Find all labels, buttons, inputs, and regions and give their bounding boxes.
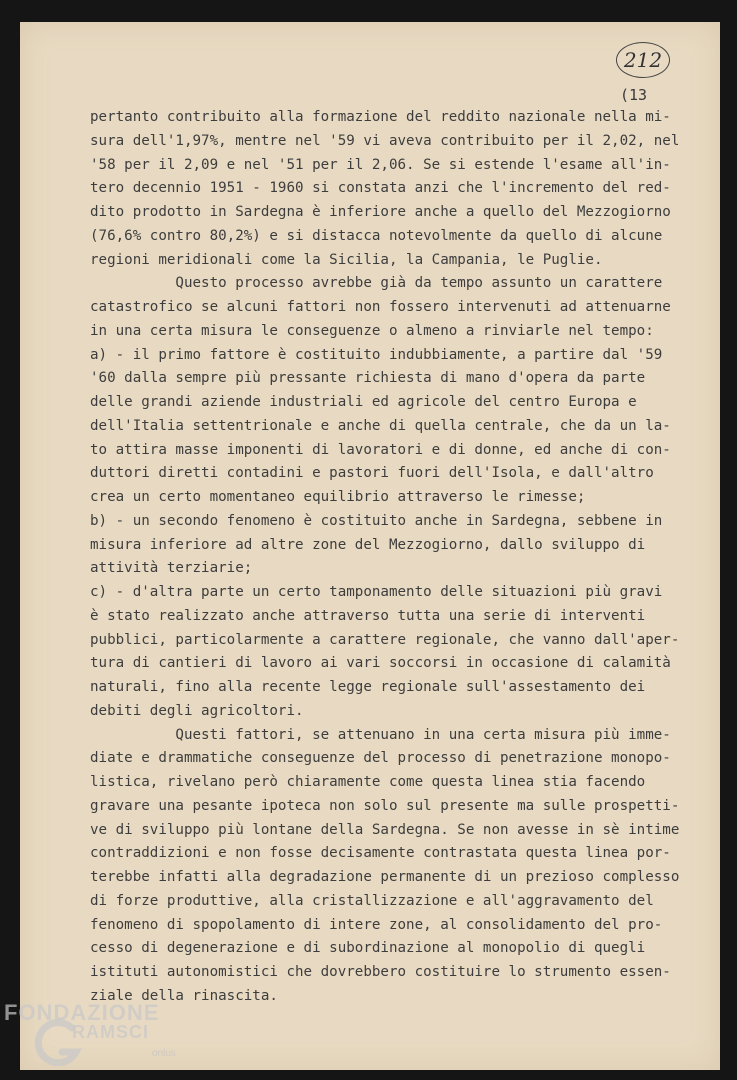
- text-line: diate e drammatiche conseguenze del processo di penetrazione monopo-: [90, 750, 671, 767]
- text-line: Questi fattori, se attenuano in una certa misura più imme-: [90, 726, 671, 743]
- text-line: cesso di degenerazione e di subordinazione al monopolio di quegli: [90, 940, 646, 957]
- text-line: in una certa misura le conseguenze o almeno a rinviarle nel tempo:: [90, 322, 654, 339]
- text-line: a) - il primo fattore è costituito indubbiamente, a partire dal '59: [90, 346, 663, 363]
- page-number: (13: [620, 86, 648, 104]
- archive-stamp: [616, 42, 670, 78]
- text-line: to attira masse imponenti di lavoratori e di donne, ed anche di con-: [90, 441, 671, 458]
- text-line: di forze produttive, alla cristallizzazione e all'aggravamento del: [90, 892, 654, 909]
- text-line: attività terziarie;: [90, 560, 253, 577]
- text-line: contraddizioni e non fosse decisamente contrastata questa linea por-: [90, 845, 671, 862]
- text-line: misura inferiore ad altre zone del Mezzogiorno, dallo sviluppo di: [90, 536, 646, 553]
- text-line: sura dell'1,97%, mentre nel '59 vi aveva contribuito per il 2,02, nel: [90, 132, 680, 149]
- text-line: pertanto contribuito alla formazione del reddito nazionale nella mi-: [90, 109, 671, 125]
- text-line: regioni meridionali come la Sicilia, la Campania, le Puglie.: [90, 251, 603, 268]
- text-line: naturali, fino alla recente legge regionale sull'assestamento dei: [90, 679, 646, 695]
- watermark-line2: RAMSCI: [72, 1022, 149, 1042]
- text-line: delle grandi aziende industriali ed agricole del centro Europa e: [90, 394, 637, 410]
- text-line: è stato realizzato anche attraverso tutta una serie di interventi: [90, 607, 646, 624]
- text-line: Questo processo avrebbe già da tempo assunto un carattere: [90, 275, 663, 292]
- text-line: terebbe infatti alla degradazione permanente di un prezioso complesso: [90, 869, 680, 885]
- text-line: istituti autonomistici che dovrebbero costituire lo strumento essen-: [90, 964, 671, 980]
- text-line: tura di cantieri di lavoro ai vari soccorsi in occasione di calamità: [90, 655, 671, 672]
- text-line: '58 per il 2,09 e nel '51 per il 2,06. Se si estende l'esame all'in-: [90, 156, 671, 173]
- text-line: dell'Italia settentrionale e anche di quella centrale, che da un la-: [90, 417, 671, 434]
- text-line: fenomeno di spopolamento di intere zone, al consolidamento del pro-: [90, 916, 663, 933]
- text-line: c) - d'altra parte un certo tamponamento delle situazioni più gravi: [90, 584, 663, 600]
- text-line: (76,6% contro 80,2%) e si distacca notevolmente da quello di alcune: [90, 227, 663, 244]
- text-line: tero decennio 1951 - 1960 si constata anzi che l'incremento del red-: [90, 180, 671, 197]
- archive-stamp-number: 212: [623, 48, 663, 72]
- fondazione-gramsci-watermark: [4, 1000, 224, 1080]
- text-line: gravare una pesante ipoteca non solo sul presente ma sulle prospetti-: [90, 797, 680, 814]
- watermark-suffix: onlus: [152, 1048, 176, 1059]
- text-line: pubblici, particolarmente a carattere regionale, che vanno dall'aper-: [90, 631, 680, 648]
- text-line: '60 dalla sempre più pressante richiesta di mano d'opera da parte: [90, 370, 646, 387]
- text-line: listica, rivelano però chiaramente come questa linea stia facendo: [90, 774, 646, 790]
- text-line: debiti degli agricoltori.: [90, 702, 304, 719]
- text-line: b) - un secondo fenomeno è costituito anche in Sardegna, sebbene in: [90, 512, 663, 529]
- text-line: crea un certo momentaneo equilibrio attraverso le rimesse;: [90, 489, 586, 505]
- watermark-line1: FONDAZIONE: [4, 1000, 160, 1025]
- text-line: catastrofico se alcuni fattori non fossero intervenuti ad attenuarne: [90, 299, 671, 315]
- document-page: [20, 22, 720, 1070]
- text-line: dito prodotto in Sardegna è inferiore anche a quello del Mezzogiorno: [90, 204, 671, 220]
- text-line: duttori diretti contadini e pastori fuori dell'Isola, e dall'altro: [90, 465, 654, 482]
- text-line: ve di sviluppo più lontane della Sardegna. Se non avesse in sè intime: [90, 821, 680, 838]
- text-line: ziale della rinascita.: [90, 987, 278, 1004]
- typed-text-body: [90, 106, 690, 1009]
